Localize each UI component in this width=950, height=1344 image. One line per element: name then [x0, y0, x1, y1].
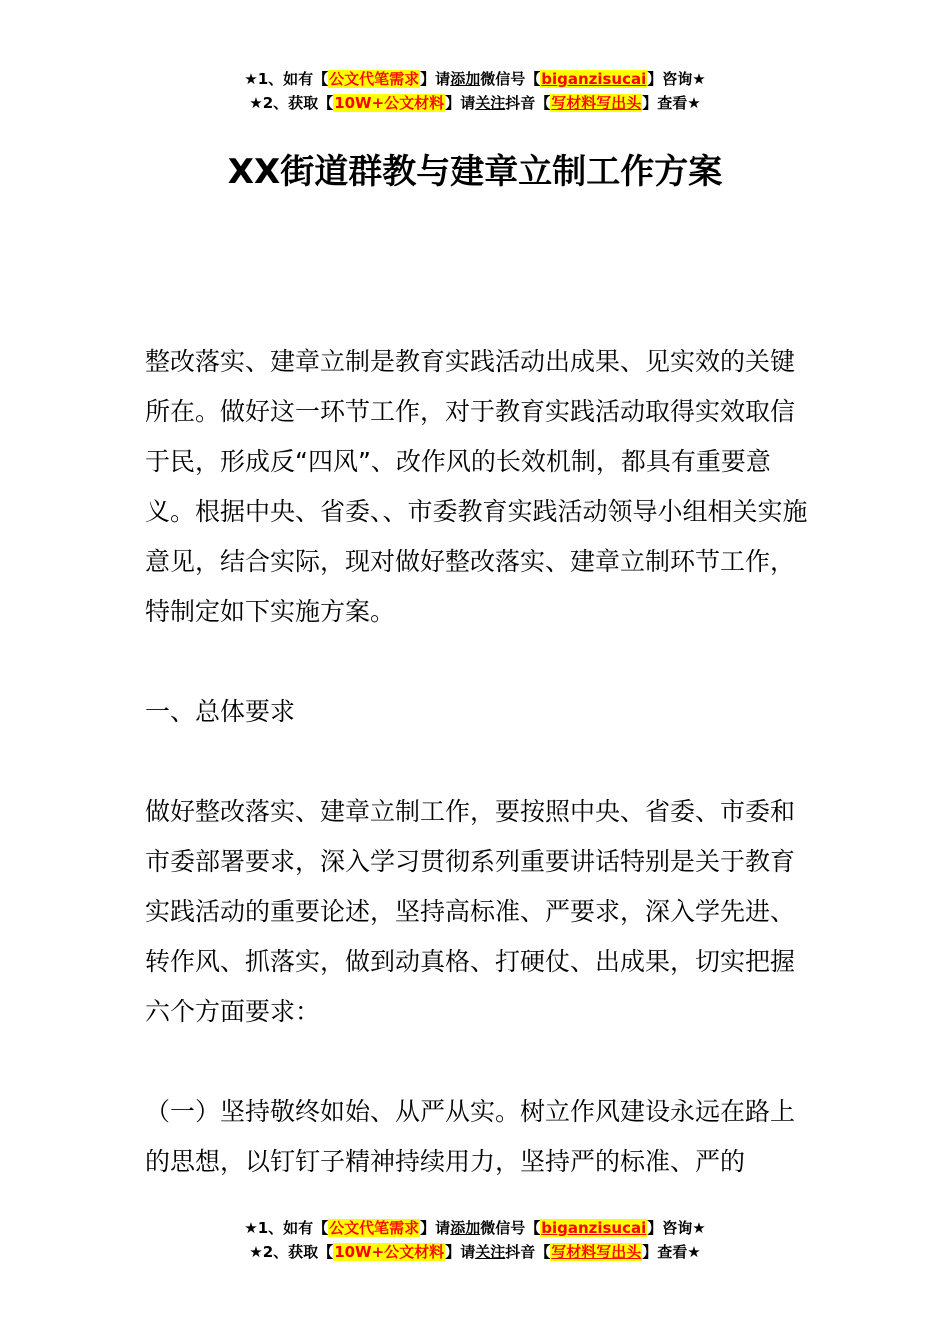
promo-text: 微信号【: [480, 1219, 541, 1237]
section-heading-overall-requirements: 一、总体要求: [145, 697, 296, 726]
promo-douyin-id: 写材料写出头: [551, 94, 642, 112]
promo-highlight: 10W+公文材料: [334, 1243, 445, 1261]
bottom-promo-banner: [0, 1216, 950, 1264]
promo-text: 】咨询★: [647, 1219, 706, 1237]
promo-text: 抖音【: [505, 94, 551, 112]
promo-text: 】请: [445, 1243, 476, 1261]
promo-underlined-text: 添加: [450, 70, 481, 88]
promo-text: ★2、获取【: [249, 94, 334, 112]
promo-douyin-id: 写材料写出头: [551, 1243, 642, 1261]
promo-text: ★2、获取【: [249, 1243, 334, 1261]
promo-underlined-text: 关注: [475, 1243, 506, 1261]
promo-text: ★1、如有【: [244, 70, 329, 88]
promo-line-2: [0, 1240, 950, 1264]
promo-text: 】查看★: [642, 1243, 701, 1261]
paragraph-item-1: （一）坚持敬终如始、从严从实。树立作风建设永远在路上的思想，以钉钉子精神持续用力，坚持严的标准、严的: [145, 1097, 796, 1176]
promo-line-1: [0, 67, 950, 91]
promo-text: 微信号【: [480, 70, 541, 88]
promo-underlined-text: 添加: [450, 1219, 481, 1237]
promo-highlight: 10W+公文材料: [334, 94, 445, 112]
promo-wechat-id: biganzisucai: [541, 1219, 647, 1237]
promo-wechat-id: biganzisucai: [541, 70, 647, 88]
promo-text: 】查看★: [642, 94, 701, 112]
top-promo-banner: [0, 67, 950, 115]
promo-text: 】请: [420, 70, 451, 88]
promo-text: 抖音【: [505, 1243, 551, 1261]
promo-line-1: [0, 1216, 950, 1240]
promo-highlight: 公文代笔需求: [329, 1219, 420, 1237]
promo-text: 】咨询★: [647, 70, 706, 88]
promo-text: ★1、如有【: [244, 1219, 329, 1237]
document-body: [145, 337, 810, 1187]
promo-text: 】请: [445, 94, 476, 112]
promo-text: 】请: [420, 1219, 451, 1237]
promo-line-2: [0, 91, 950, 115]
promo-highlight: 公文代笔需求: [329, 70, 420, 88]
paragraph-intro: 整改落实、建章立制是教育实践活动出成果、见实效的关键所在。做好这一环节工作，对于教育实践活动取得实效取信于民，形成反“四风”、改作风的长效机制，都具有重要意义。根据中央、省委、、市委教育实践活动领导小组相关实施意见，结合实际，现对做好整改落实、建章立制环节工作，特制定如下实施方案。: [145, 347, 808, 626]
paragraph-requirements: 做好整改落实、建章立制工作，要按照中央、省委、市委和市委部署要求，深入学习贯彻系列重要讲话特别是关于教育实践活动的重要论述，坚持高标准、严要求，深入学先进、转作风、抓落实，做到动真格、打硬仗、出成果，切实把握六个方面要求：: [145, 797, 796, 1026]
promo-underlined-text: 关注: [475, 94, 506, 112]
document-title: XX街道群教与建章立制工作方案: [227, 152, 723, 192]
